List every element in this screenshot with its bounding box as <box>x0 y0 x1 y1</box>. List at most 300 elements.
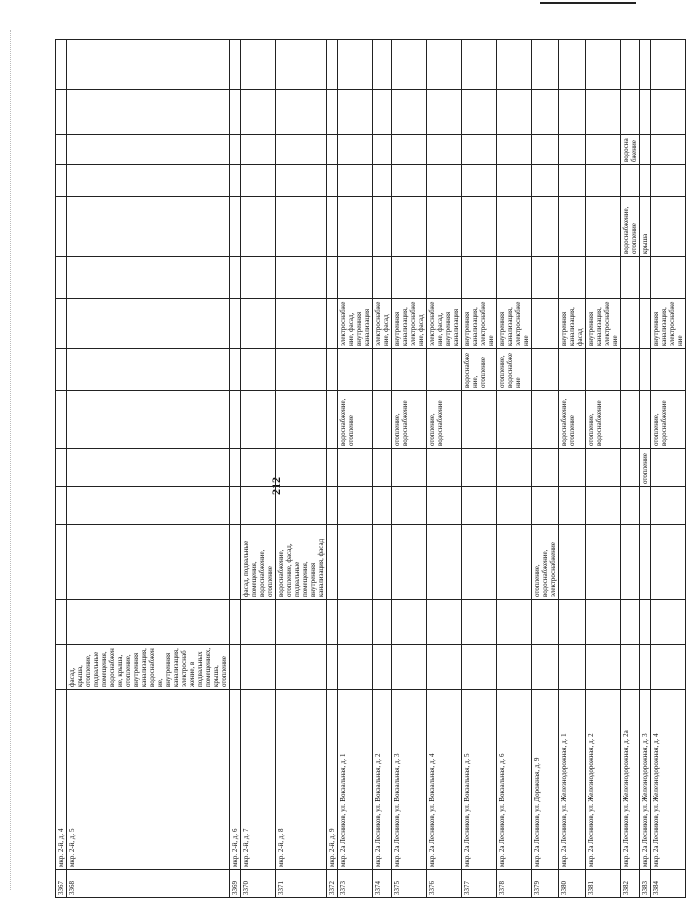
table-cell: электроснабжение, фасад, внутренняя канализация <box>338 299 373 349</box>
table-cell <box>67 40 230 90</box>
table-cell <box>230 165 241 197</box>
row-number: 3371 <box>276 870 327 898</box>
table-cell: внутренняя канализация, электроснабжение <box>462 299 497 349</box>
table-cell <box>56 391 67 449</box>
table-cell <box>586 449 621 487</box>
table-cell <box>586 90 621 135</box>
table-cell <box>56 40 67 90</box>
table-cell <box>559 487 586 525</box>
table-cell <box>392 40 427 90</box>
table-cell <box>373 525 392 600</box>
table-row <box>497 40 532 898</box>
table-cell <box>67 391 230 449</box>
table-cell <box>640 349 651 391</box>
row-address: мкр. 2а Лесников, ул. Вокзальная, д. 5 <box>462 690 497 870</box>
table-cell <box>651 135 686 165</box>
table-cell <box>56 90 67 135</box>
table-row <box>241 40 276 898</box>
table-cell <box>373 600 392 645</box>
table-cell <box>621 487 640 525</box>
table-cell <box>392 90 427 135</box>
table-cell <box>327 299 338 349</box>
table-cell <box>327 600 338 645</box>
table-cell: внутренняя канализация, электроснабжение, фасад <box>392 299 427 349</box>
table-cell <box>462 487 497 525</box>
row-address: мкр. 2а Лесников, ул. Вокзальная, д. 4 <box>427 690 462 870</box>
table-cell <box>230 257 241 299</box>
table-cell <box>586 645 621 690</box>
table-cell: отопление, водоснабжение <box>586 391 621 449</box>
row-address: мкр. 2а Лесников, ул. Железнодорожная, д. 3 <box>640 690 651 870</box>
table-cell <box>462 257 497 299</box>
table-cell <box>651 349 686 391</box>
table-cell <box>56 449 67 487</box>
table-cell <box>559 257 586 299</box>
table-cell <box>462 600 497 645</box>
table-cell <box>392 349 427 391</box>
table-cell <box>651 600 686 645</box>
table-row <box>338 40 373 898</box>
table-cell <box>462 165 497 197</box>
table-cell <box>230 449 241 487</box>
table-cell <box>532 449 559 487</box>
table-cell <box>67 600 230 645</box>
row-address: мкр. 2а Лесников, ул. Вокзальная, д. 3 <box>392 690 427 870</box>
table-cell <box>327 197 338 257</box>
table-cell <box>338 40 373 90</box>
page-number: 212 <box>269 477 283 495</box>
table-cell <box>497 391 532 449</box>
table-cell <box>640 165 651 197</box>
table-cell <box>276 40 327 90</box>
table-cell <box>327 487 338 525</box>
row-address: мкр. 2-й, д. 5 <box>67 690 230 870</box>
table-cell: водоснабжение, отопление <box>338 391 373 449</box>
table-cell <box>532 487 559 525</box>
table-row <box>373 40 392 898</box>
table-cell <box>621 600 640 645</box>
table-cell: фасад, крыша, отопление, подвальные помещения, водоснабжение, крыша, отопление, внутренняя канализация, водоснабжение, внутренняя канализация, электроснабжение, в подвальных помещениях, крыша, отопление <box>67 645 230 690</box>
table-cell <box>241 349 276 391</box>
row-address: мкр. 2-й, д. 9 <box>327 690 338 870</box>
table-cell <box>427 40 462 90</box>
table-cell <box>327 449 338 487</box>
table-cell <box>327 90 338 135</box>
table-cell <box>373 197 392 257</box>
table-cell: внутренняя канализация, фасад <box>559 299 586 349</box>
table-cell <box>427 197 462 257</box>
table-cell <box>338 135 373 165</box>
table-cell <box>327 525 338 600</box>
table-cell <box>327 135 338 165</box>
table-cell <box>427 349 462 391</box>
table-cell: водоснабжение <box>621 135 640 165</box>
row-address: мкр. 2а Лесников, ул. Вокзальная, д. 6 <box>497 690 532 870</box>
table-cell <box>276 165 327 197</box>
table-cell <box>497 40 532 90</box>
table-cell <box>532 40 559 90</box>
table-cell <box>651 197 686 257</box>
table-cell <box>621 349 640 391</box>
table-cell <box>338 165 373 197</box>
table-cell <box>427 449 462 487</box>
table-container <box>55 40 684 898</box>
table-cell <box>241 257 276 299</box>
table-row <box>67 40 230 898</box>
table-row <box>327 40 338 898</box>
table-cell <box>230 600 241 645</box>
table-cell <box>392 600 427 645</box>
table-cell <box>497 165 532 197</box>
row-number: 3376 <box>427 870 462 898</box>
table-cell <box>497 90 532 135</box>
table-cell <box>559 40 586 90</box>
row-address: мкр. 2-й, д. 8 <box>276 690 327 870</box>
table-cell <box>241 645 276 690</box>
table-cell <box>338 449 373 487</box>
table-cell <box>373 391 392 449</box>
row-address: мкр. 2а Лесников, ул. Железнодорожная, д. 2 <box>586 690 621 870</box>
table-cell <box>462 645 497 690</box>
row-number: 3382 <box>621 870 640 898</box>
table-cell: отопление, водоснабжение <box>497 349 532 391</box>
table-cell <box>241 391 276 449</box>
table-cell <box>497 257 532 299</box>
table-cell <box>497 487 532 525</box>
top-rule <box>540 2 636 4</box>
table-cell <box>427 90 462 135</box>
table-cell <box>559 349 586 391</box>
row-number: 3383 <box>640 870 651 898</box>
table-cell <box>640 299 651 349</box>
table-cell <box>392 165 427 197</box>
table-cell <box>241 90 276 135</box>
table-cell <box>56 600 67 645</box>
table-cell <box>276 391 327 449</box>
table-cell <box>392 487 427 525</box>
table-cell: электроснабжение, фасад, внутренняя канализация <box>427 299 462 349</box>
table-cell <box>392 525 427 600</box>
table-cell <box>241 449 276 487</box>
table-cell <box>651 90 686 135</box>
table-cell <box>559 197 586 257</box>
table-cell <box>276 349 327 391</box>
table-cell <box>56 525 67 600</box>
table-cell <box>559 165 586 197</box>
table-cell <box>373 349 392 391</box>
table-row <box>230 40 241 898</box>
table-cell <box>559 525 586 600</box>
table-cell <box>230 40 241 90</box>
table-cell <box>532 600 559 645</box>
table-cell <box>621 299 640 349</box>
table-cell <box>338 600 373 645</box>
table-cell <box>373 487 392 525</box>
table-cell <box>241 487 276 525</box>
table-cell <box>621 645 640 690</box>
table-cell <box>276 197 327 257</box>
row-address: мкр. 2а Лесников, ул. Железнодорожная, д. 2а <box>621 690 640 870</box>
table-cell <box>586 165 621 197</box>
table-cell <box>497 449 532 487</box>
table-cell <box>56 645 67 690</box>
row-number: 3369 <box>230 870 241 898</box>
margin-dots <box>10 30 12 890</box>
table-cell <box>373 40 392 90</box>
table-cell <box>67 90 230 135</box>
table-cell <box>621 90 640 135</box>
row-address: мкр. 2а Лесников, ул. Дорожная, д. 9 <box>532 690 559 870</box>
table-cell <box>462 90 497 135</box>
table-cell <box>462 525 497 600</box>
table-cell <box>586 600 621 645</box>
table-cell <box>67 135 230 165</box>
table-cell <box>230 90 241 135</box>
table-cell <box>559 600 586 645</box>
rotated-table <box>55 40 684 898</box>
table-cell <box>392 197 427 257</box>
table-cell <box>276 487 327 525</box>
table-cell <box>230 391 241 449</box>
table-row <box>621 40 640 898</box>
table-cell <box>56 135 67 165</box>
table-cell <box>427 525 462 600</box>
table-cell <box>67 525 230 600</box>
table-cell <box>241 600 276 645</box>
row-number: 3379 <box>532 870 559 898</box>
table-cell: водоснабжение, отопление <box>559 391 586 449</box>
table-cell <box>230 197 241 257</box>
table-cell <box>497 197 532 257</box>
table-cell <box>338 525 373 600</box>
table-cell <box>67 257 230 299</box>
table-cell <box>532 257 559 299</box>
table-cell <box>640 391 651 449</box>
table-cell <box>241 197 276 257</box>
table-cell: водоснабжение, отопление, фасад, подвальные помещения, внутренняя канализация, фасад <box>276 525 327 600</box>
table-cell <box>532 645 559 690</box>
row-address: мкр. 2а Лесников, ул. Вокзальная, д. 1 <box>338 690 373 870</box>
row-address: мкр. 2-й, д. 7 <box>241 690 276 870</box>
row-address: мкр. 2-й, д. 4 <box>56 690 67 870</box>
table-cell <box>338 257 373 299</box>
table-cell <box>640 645 651 690</box>
table-cell <box>497 525 532 600</box>
table-cell <box>230 487 241 525</box>
row-number: 3372 <box>327 870 338 898</box>
table-cell <box>651 487 686 525</box>
row-number: 3384 <box>651 870 686 898</box>
table-cell <box>67 165 230 197</box>
table-row <box>640 40 651 898</box>
table-row <box>427 40 462 898</box>
table-cell <box>56 197 67 257</box>
table-cell: отопление, водоснабжение <box>392 391 427 449</box>
table-cell <box>373 135 392 165</box>
table-cell <box>427 487 462 525</box>
table-cell <box>373 645 392 690</box>
table-cell <box>327 391 338 449</box>
table-cell <box>559 135 586 165</box>
row-address: мкр. 2а Лесников, ул. Железнодорожная, д. 1 <box>559 690 586 870</box>
table-cell <box>586 197 621 257</box>
table-cell: крыша <box>640 197 651 257</box>
table-row <box>586 40 621 898</box>
table-cell <box>532 197 559 257</box>
row-address: мкр. 2а Лесников, ул. Железнодорожная, д. 4 <box>651 690 686 870</box>
table-cell <box>427 135 462 165</box>
table-cell <box>651 257 686 299</box>
table-cell <box>640 487 651 525</box>
table-cell <box>427 257 462 299</box>
table-cell <box>56 349 67 391</box>
table-cell <box>327 257 338 299</box>
table-cell <box>230 135 241 165</box>
table-cell <box>230 349 241 391</box>
table-cell: отопление, водоснабжение <box>651 391 686 449</box>
table-row <box>462 40 497 898</box>
table-cell <box>640 90 651 135</box>
table-cell <box>373 90 392 135</box>
table-cell <box>559 90 586 135</box>
table-cell <box>241 165 276 197</box>
table-cell: фасад, подвальные помещения, водоснабжение, отопление <box>241 525 276 600</box>
table-cell <box>276 299 327 349</box>
table-cell: водоснабжение, отопление <box>462 349 497 391</box>
table-cell <box>56 299 67 349</box>
table-cell <box>532 90 559 135</box>
table-cell <box>497 135 532 165</box>
table-cell <box>230 525 241 600</box>
table-cell <box>640 525 651 600</box>
table-row <box>532 40 559 898</box>
table-cell <box>56 257 67 299</box>
table-cell <box>56 487 67 525</box>
table-cell <box>586 349 621 391</box>
table-cell <box>532 135 559 165</box>
table-cell <box>392 449 427 487</box>
row-number: 3375 <box>392 870 427 898</box>
table-cell <box>392 257 427 299</box>
table-cell <box>462 449 497 487</box>
row-number: 3370 <box>241 870 276 898</box>
row-number: 3367 <box>56 870 67 898</box>
table-row <box>56 40 67 898</box>
table-cell <box>651 165 686 197</box>
table-cell <box>640 40 651 90</box>
row-number: 3374 <box>373 870 392 898</box>
row-number: 3368 <box>67 870 230 898</box>
table-cell <box>640 135 651 165</box>
table-cell <box>67 197 230 257</box>
table-cell <box>276 645 327 690</box>
table-cell <box>427 645 462 690</box>
table-cell <box>241 135 276 165</box>
table-cell <box>586 135 621 165</box>
table-cell <box>497 600 532 645</box>
table-cell <box>392 135 427 165</box>
table-cell <box>462 135 497 165</box>
table-cell: отопление <box>640 449 651 487</box>
table-cell <box>532 391 559 449</box>
table-cell <box>621 165 640 197</box>
table-cell <box>586 525 621 600</box>
row-number: 3373 <box>338 870 373 898</box>
table-row <box>392 40 427 898</box>
table-cell <box>338 197 373 257</box>
table-cell <box>640 257 651 299</box>
table-cell <box>327 645 338 690</box>
table-cell: внутренняя канализация, электроснабжение <box>497 299 532 349</box>
table-cell <box>241 40 276 90</box>
table-cell <box>373 257 392 299</box>
row-number: 3378 <box>497 870 532 898</box>
table-cell <box>230 299 241 349</box>
table-cell <box>373 165 392 197</box>
table-cell <box>392 645 427 690</box>
table-cell <box>621 525 640 600</box>
table-row <box>559 40 586 898</box>
table-cell <box>497 645 532 690</box>
table-row <box>651 40 686 898</box>
table-cell <box>651 525 686 600</box>
table-cell <box>67 299 230 349</box>
table-cell <box>532 349 559 391</box>
table-cell <box>67 449 230 487</box>
table-cell <box>532 299 559 349</box>
table-cell <box>462 391 497 449</box>
table-row <box>276 40 327 898</box>
table-cell <box>327 165 338 197</box>
table-cell <box>621 257 640 299</box>
table-cell <box>621 40 640 90</box>
table-cell <box>532 165 559 197</box>
table-cell <box>338 487 373 525</box>
table-cell <box>276 600 327 645</box>
table-cell <box>621 391 640 449</box>
table-cell <box>462 197 497 257</box>
table-cell <box>276 135 327 165</box>
row-address: мкр. 2а Лесников, ул. Вокзальная, д. 2 <box>373 690 392 870</box>
table-cell <box>276 257 327 299</box>
table-cell: отопление, водоснабжение, электроснабжение <box>532 525 559 600</box>
row-number: 3377 <box>462 870 497 898</box>
repair-schedule-table <box>55 39 686 898</box>
table-cell <box>56 165 67 197</box>
table-cell <box>327 40 338 90</box>
table-cell <box>338 645 373 690</box>
table-cell <box>427 165 462 197</box>
table-cell <box>327 349 338 391</box>
table-cell <box>241 299 276 349</box>
table-cell: электроснабжение, фасад <box>373 299 392 349</box>
table-cell <box>586 487 621 525</box>
table-cell <box>586 40 621 90</box>
table-cell <box>559 645 586 690</box>
table-cell <box>559 449 586 487</box>
table-cell: отопление, водоснабжение <box>427 391 462 449</box>
row-number: 3380 <box>559 870 586 898</box>
table-cell: внутренняя канализация, электроснабжение <box>586 299 621 349</box>
table-cell <box>586 257 621 299</box>
table-cell <box>427 600 462 645</box>
table-cell <box>462 40 497 90</box>
table-cell <box>338 349 373 391</box>
table-cell <box>651 40 686 90</box>
table-cell <box>640 600 651 645</box>
table-cell <box>651 645 686 690</box>
table-cell: внутренняя канализация, электроснабжение <box>651 299 686 349</box>
